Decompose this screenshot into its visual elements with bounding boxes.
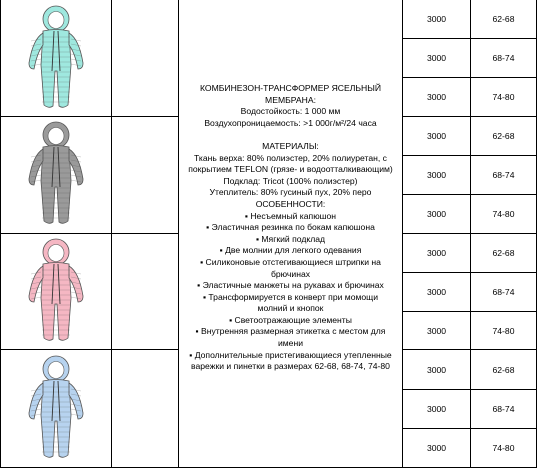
column-divider [178, 0, 179, 468]
description-line: ▪ Несъемный капюшон [244, 210, 337, 221]
row-divider [0, 116, 179, 117]
description-line [180, 129, 401, 141]
description-line: ▪ Эластичная резинка по бокам капюшона [206, 222, 375, 233]
size-cell: 68-74 [492, 287, 515, 297]
price-cell: 3000 [426, 287, 447, 297]
description-line: ОСОБЕННОСТИ: [255, 198, 326, 209]
size-cell: 74-80 [492, 209, 515, 219]
description-line: ▪ Мягкий подклад [255, 233, 326, 244]
description-line: ▪ Эластичные манжеты на рукавах и брючинах [197, 280, 384, 291]
overall-thumbnail [1, 235, 111, 348]
price-cell: 3000 [426, 131, 447, 141]
description-line: ▪ Внутренняя размерная этикетка с местом для [195, 326, 386, 337]
blue-overall-image [21, 355, 91, 463]
description-line: ▪ Трансформируется в конверт при момощи [202, 291, 379, 302]
size-cell: 68-74 [492, 170, 515, 180]
description-line: брючинах [270, 268, 311, 279]
size-cell: 68-74 [492, 404, 515, 414]
description-line: Подклад: Tricot (100% полиэстер) [223, 175, 358, 186]
price-cell: 3000 [426, 443, 447, 453]
size-cell: 62-68 [492, 248, 515, 258]
description-line: Ткань верха: 80% полиэстер, 20% полиуретан, с [194, 152, 387, 163]
size-cell: 68-74 [492, 53, 515, 63]
price-cell: 3000 [426, 209, 447, 219]
description-line: ▪ Силиконовые отстегивающиеся штрипки на [200, 256, 381, 267]
size-cell: 74-80 [492, 325, 515, 336]
grey-overall-image [21, 121, 91, 229]
size-cell: 62-68 [492, 14, 515, 24]
description-line: молний и кнопок [257, 303, 324, 314]
description-line: Водостойкость: 1 000 мм [240, 106, 341, 117]
description-line: МЕМБРАНА: [265, 94, 316, 105]
row-divider [0, 233, 179, 234]
description-line: МАТЕРИАЛЫ: [262, 140, 319, 151]
row-divider [0, 349, 179, 350]
description-line: варежки и пинетки в размерах 62-68, 68-74, 74-80 [191, 361, 390, 372]
overall-thumbnail [1, 2, 111, 115]
product-description [180, 83, 401, 373]
overall-thumbnail [1, 351, 111, 466]
description-line: Воздухопроницаемость: >1 000г/м²/24 часа [204, 117, 377, 128]
size-cell: 62-68 [492, 364, 515, 375]
price-cell: 3000 [426, 92, 447, 102]
price-cell: 3000 [426, 364, 447, 375]
size-cell: 62-68 [492, 131, 515, 141]
price-cell: 3000 [426, 53, 447, 63]
description-line: ▪ Светоотражающие элементы [229, 314, 352, 325]
description-line: ▪ Две молнии для легкого одевания [219, 245, 362, 256]
description-line: имени [277, 338, 304, 349]
description-line: Утеплитель: 80% гусиный пух, 20% перо [209, 187, 372, 198]
size-cell: 74-80 [492, 443, 515, 453]
price-cell: 3000 [426, 404, 447, 414]
pink-overall-image [21, 238, 91, 346]
size-cell: 74-80 [492, 92, 515, 102]
description-line: ▪ Дополнительные пристегивающиеся утепленные [189, 349, 392, 360]
price-cell: 3000 [426, 170, 447, 180]
price-cell: 3000 [426, 14, 447, 24]
description-line: КОМБИНЕЗОН-ТРАНСФОРМЕР ЯСЕЛЬНЫЙ [200, 83, 381, 93]
description-line: покрытием TEFLON (грязе- и водоотталкивающим) [188, 164, 393, 175]
price-cell: 3000 [426, 248, 447, 258]
column-divider [111, 0, 112, 468]
price-cell: 3000 [426, 325, 447, 336]
overall-thumbnail [1, 118, 111, 232]
mint-overall-image [21, 5, 91, 113]
